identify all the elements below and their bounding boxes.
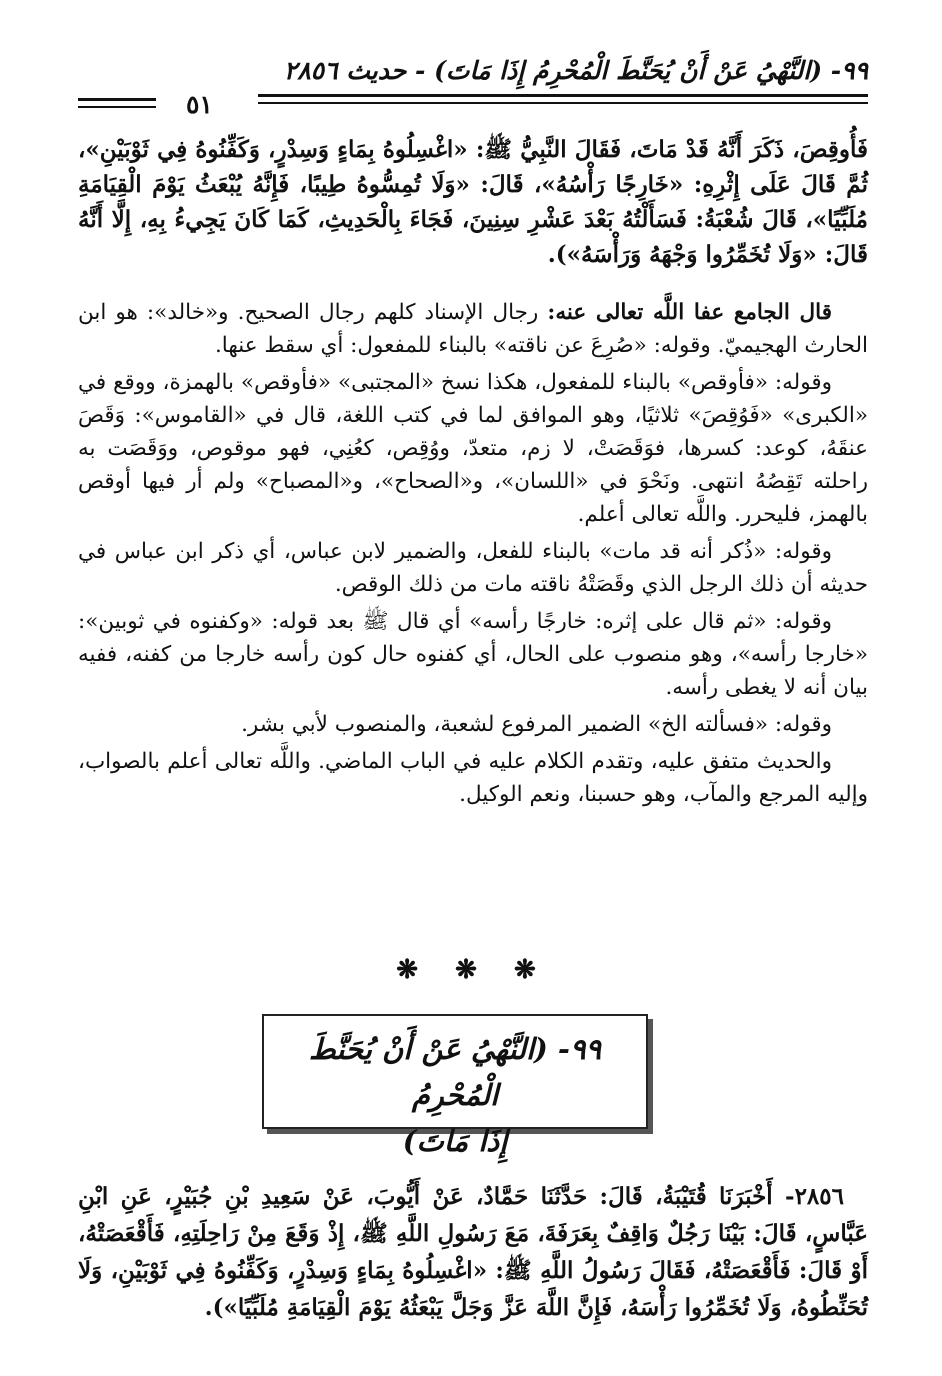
hadith-continuation: فَأُوقِصَ، ذَكَرَ أَنَّهُ قَدْ مَاتَ، فَقَالَ النَّبِيُّ ﷺ: «اغْسِلُوهُ بِمَاءٍ وَسِدْرٍ، وَكَفِّنُوهُ فِي ثَوْبَيْنِ»، ثُمَّ قَالَ عَلَى إِثْرِهِ: «خَارِجًا رَأْسُهُ»، قَالَ: «وَلَا تُمِسُّوهُ طِيبًا، فَإِنَّهُ يُبْعَثُ يَوْمَ الْقِيَامَةِ مُلَبِّيًا»، قَالَ شُعْبَةُ: فَسَأَلْتُهُ بَعْدَ عَشْرِ سِنِينَ، فَجَاءَ بِالْحَدِيثِ، كَمَا كَانَ يَجِيءُ بِهِ، إِلَّا أَنَّهُ قَالَ: «وَلَا تُخَمِّرُوا وَجْهَهُ وَرَأْسَهُ»). (78, 136, 868, 268)
commentary-text: وقوله: «فأوقص» بالبناء للمفعول، هكذا نسخ «المجتبى» «فأوقص» بالهمزة، ووقع في «الكبرى» «فَوُقِصَ» ثلاثيًا، وهو الموافق لما في كتب اللغة، قال في «القاموس»: وَقَصَ عنقَهُ، كوعد: كسرها، فوَقَصَتْ، لا زم، متعدّ، ووُقِص، كعُنِي، فهو موقوص، ووَقَصَت به راحلته تَقِصُهُ انتهى. ونَحْوَ في «اللسان»، و«الصحاح»، و«المصباح» ولم أر فيها أوقص بالهمز، فليحرر. واللَّه تعالى أعلم. (78, 370, 868, 527)
hadith-2856-text: ٢٨٥٦- أَخْبَرَنَا قُتَيْبَةُ، قَالَ: حَدَّثَنَا حَمَّادٌ، عَنْ أَيُّوبَ، عَنْ سَعِيدِ بْنِ جُبَيْرٍ، عَنِ ابْنِ عَبَّاسٍ، قَالَ: بَيْنَا رَجُلٌ وَاقِفٌ بِعَرَفَةَ، مَعَ رَسُولِ اللَّهِ ﷺ، إِذْ وَقَعَ مِنْ رَاحِلَتِهِ، فَأَقْعَصَتْهُ، أَوْ قَالَ: فَأَقْعَصَتْهُ، فَقَالَ رَسُولُ اللَّهِ ﷺ: «اغْسِلُوهُ بِمَاءٍ وَسِدْرٍ، وَكَفِّنُوهُ فِي ثَوْبَيْنِ، وَلَا تُحَنِّطُوهُ، وَلَا تُخَمِّرُوا رَأْسَهُ، فَإِنَّ اللَّهَ عَزَّ وَجَلَّ يَبْعَثُهُ يَوْمَ الْقِيَامَةِ مُلَبِّيًا»). (78, 1183, 869, 1321)
commentary-text: والحديث متفق عليه، وتقدم الكلام عليه في الباب الماضي. واللَّه تعالى أعلم بالصواب، وإليه المرجع والمآب، وهو حسبنا، ونعم الوكيل. (78, 749, 868, 807)
commentary-paragraph (78, 535, 868, 601)
commentary-paragraph (78, 745, 868, 811)
commentary-text: وقوله: «ذُكر أنه قد مات» بالبناء للفعل، والضمير لابن عباس، أي ذكر ابن عباس في حديثه أن ذلك الرجل الذي وقَصَتْهُ ناقته مات من ذلك الوقص. (78, 539, 868, 597)
commentary-paragraph (78, 296, 868, 362)
header-rule-short (78, 98, 156, 108)
commentary-text: رجال الإسناد كلهم رجال الصحيح. و«خالد»: هو ابن الحارث الهجيميّ. وقوله: «صُرِعَ عن ناقته» بالبناء للمفعول: أي سقط عنها. (78, 300, 868, 358)
running-header-title: ٩٩- (النَّهْيُ عَنْ أَنْ يُحَنَّطَ الْمُحْرِمُ إِذَا مَاتَ) - حديث ٢٨٥٦ (283, 56, 868, 85)
commentary-section (78, 296, 868, 815)
commentary-paragraph (78, 708, 868, 741)
commentary-paragraph (78, 605, 868, 704)
commentary-text: وقوله: «ثم قال على إثره: خارجًا رأسه» أي قال ﷺ بعد قوله: «وكفنوه في ثوبين»: «خارجا رأسه»، وهو منصوب على الحال، أي كفنوه حال كون رأسه خارجا من كفنه، ففيه بيان أنه لا يغطى رأسه. (78, 609, 868, 700)
chapter-title-line-1: ٩٩- (النَّهْيُ عَنْ أَنْ يُحَنَّطَ الْمُحْرِمُ (308, 1032, 602, 1112)
commentary-paragraph (78, 366, 868, 531)
header-rule-long (258, 94, 868, 104)
chapter-title-line-2: إِذَا مَاتَ) (402, 1124, 508, 1158)
chapter-heading-box (262, 1014, 648, 1158)
commentary-lead: قال الجامع عفا اللَّه تعالى عنه: (547, 300, 832, 325)
book-page (78, 50, 868, 1350)
section-separator: ❋ ❋ ❋ (396, 955, 550, 985)
hadith-2856 (78, 1178, 868, 1326)
page-number: ٥١ (186, 90, 213, 119)
commentary-text: وقوله: «فسألته الخ» الضمير المرفوع لشعبة، والمنصوب لأبي بشر. (241, 712, 832, 737)
